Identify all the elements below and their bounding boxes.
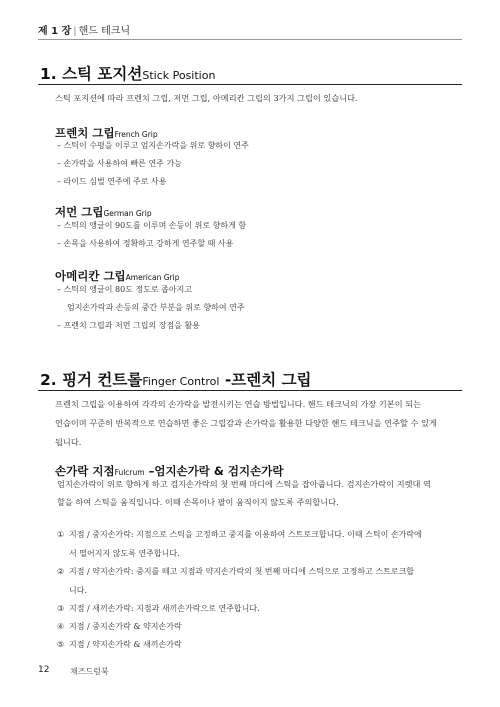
section-2-heading [40,368,312,390]
item-number: ⑤ [57,640,65,649]
section-2-title-suffix: -프렌치 그립 [219,371,312,389]
item-text-continued: 니다. [69,586,87,595]
list-item: – 스틱의 앵글이 80도 정도로 좁아지고 [57,285,193,294]
running-header [38,22,130,37]
item-number: ② [57,567,65,576]
section-2-title-en: Finger Control [142,375,220,388]
fulcrum-title-prefix: 손가락 지점 [55,464,115,478]
list-item: – 손가락을 사용하여 빠른 연주 가능 [57,159,182,168]
french-grip-heading [55,125,158,141]
footer-brand: 채즈드럼북 [70,667,109,676]
american-grip-heading [55,268,180,284]
fulcrum-line: 할을 하여 스틱을 움직입니다. 이때 손목이나 팔이 움직이지 않도록 주의합니다. [57,497,339,507]
list-item: 엄지손가락과 손등의 중간 부분을 위로 향하여 연주 [67,303,245,312]
section-1-title-en: Stick Position [142,69,216,82]
header-separator: | [73,26,77,37]
section-label: 핸드 테크닉 [78,26,131,37]
numbered-item [57,562,469,600]
section-2-rule [38,390,462,391]
numbered-item [57,617,469,636]
item-text: 지점 / 약지손가락: 중지를 떼고 지점과 약지손가락의 첫 번째 마디에 스틱으로 고정하고 스트로크합 [69,567,415,576]
fulcrum-title-en: Fulcrum [114,468,145,477]
item-number: ① [57,530,65,539]
list-item: – 스틱의 앵글이 90도를 이루며 손등이 위로 향하게 함 [57,221,247,230]
intro-line: 프렌치 그립을 이용하여 각각의 손가락을 발전시키는 연습 방법입니다. 핸드 테크닉의 가장 기본이 되는 [55,399,422,409]
german-grip-title-en: German Grip [103,209,152,218]
list-item: – 라이드 심벌 연주에 주로 사용 [57,177,167,186]
fulcrum-title-suffix: –엄지손가락 & 검지손가락 [144,464,284,478]
german-grip-title: 저먼 그립 [55,205,104,219]
german-grip-heading [55,204,152,220]
section-1-intro: 스틱 포지션에 따라 프렌치 그립, 저먼 그립, 아메리칸 그립의 3가지 그립이 있습니다. [55,93,358,103]
intro-line: 연습이며 꾸준히 반복적으로 연습하면 좋은 그립감과 손가락을 활용한 다양한 핸드 테크닉을 연주할 수 있게 [55,418,437,428]
section-1-rule [38,84,462,85]
list-item: – 스틱이 수평을 이루고 엄지손가락을 위로 향하이 연주 [57,141,249,150]
page-number: 12 [38,665,50,675]
french-grip-title: 프렌치 그립 [55,126,115,140]
american-grip-title: 아메리칸 그립 [55,269,126,283]
section-1-heading [40,62,215,84]
numbered-item [57,599,469,618]
item-text-continued: 서 떨어지지 않도록 연주합니다. [69,549,180,558]
section-1-title: 1. 스틱 포지션 [40,65,143,83]
list-item: – 손목을 사용하여 정확하고 강하게 연주할 때 사용 [57,239,234,248]
item-text: 지점 / 중지손가락: 지점으로 스틱을 고정하고 중지를 이용하여 스트로크합니다. 이때 스틱이 손가락에 [69,530,422,539]
american-grip-title-en: American Grip [125,273,180,282]
section-2-intro [55,395,465,452]
french-grip-title-en: French Grip [114,130,158,139]
chapter-label: 제 1 장 [38,26,72,37]
item-text: 지점 / 새끼손가락: 지점과 새끼손가락으로 연주합니다. [69,604,260,613]
list-item: – 프렌치 그립과 저먼 그립의 장점을 활용 [57,321,200,330]
section-2-title-prefix: 2. 핑거 컨트롤 [40,371,143,389]
numbered-item [57,525,469,563]
item-text: 지점 / 중지손가락 & 약지손가락 [69,622,182,631]
header-rule [38,39,462,40]
fulcrum-line: 엄지손가락이 위로 향하게 하고 검지손가락의 첫 번째 마디에 스틱을 잡아줍니다. 검지손가락이 지렛대 역 [57,479,431,489]
item-number: ③ [57,604,65,613]
intro-line: 됩니다. [55,437,82,447]
fulcrum-description [57,475,467,511]
item-number: ④ [57,622,65,631]
numbered-item [57,635,469,654]
item-text: 지점 / 약지손가락 & 새끼손가락 [69,640,182,649]
